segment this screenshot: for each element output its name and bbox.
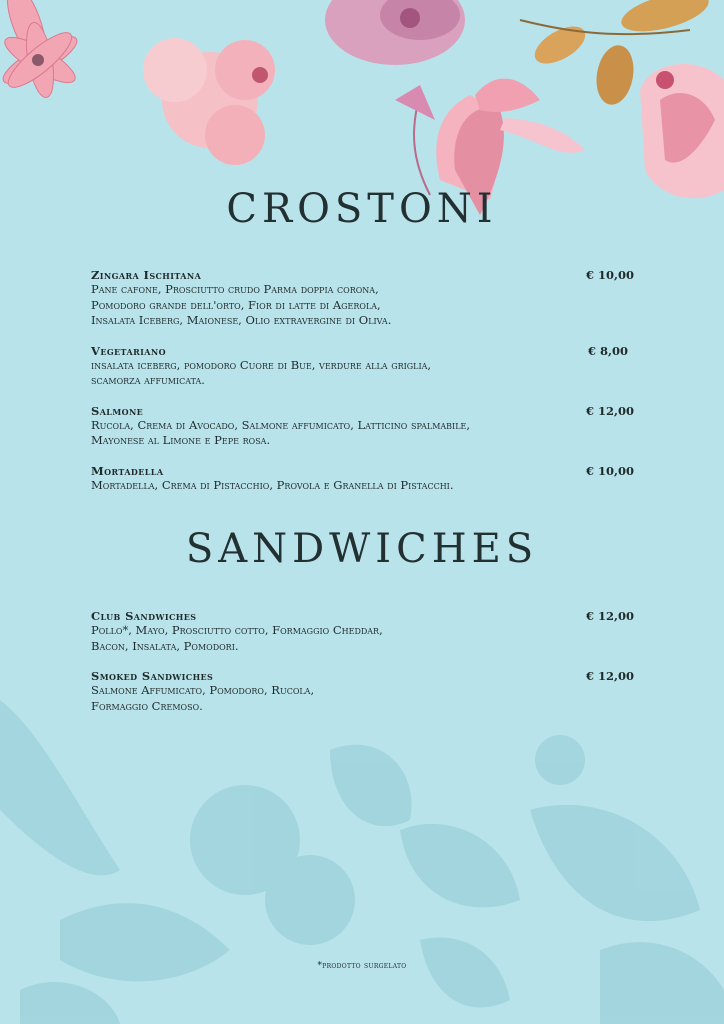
item-name: Mortadella (91, 463, 164, 478)
pink-lily-icon (0, 0, 82, 100)
menu-item (91, 404, 636, 449)
pink-tulip-right-icon (640, 64, 724, 198)
item-description: Rucola, Crema di Avocado, Salmone affumicato, Latticino spalmabile, Mayonese al Limone e Pepe rosa. (91, 417, 471, 447)
sandwiches-menu-list (91, 609, 636, 729)
item-name: Club Sandwiches (91, 609, 197, 623)
item-description: Mortadella, Crema di Pistacchio, Provola e Granella di Pistacchi. (91, 477, 454, 492)
item-name: Salmone (91, 403, 144, 418)
item-name: Smoked Sandwiches (91, 669, 214, 683)
menu-item (91, 268, 636, 329)
item-description: insalata iceberg, pomodoro Cuore di Bue, verdure alla griglia, scamorza affumicata. (91, 357, 432, 387)
menu-item (91, 464, 636, 494)
item-price: € 8,00 (587, 343, 628, 358)
item-description: Pane cafone, Prosciutto crudo Parma doppia corona, Pomodoro grande dell'orto, Fior di latte di Agerola, Insalata Iceberg, Maionese, Olio extravergine di Oliva. (91, 282, 392, 327)
section-title-crostoni: CROSTONI (226, 186, 498, 232)
pink-blossom-icon (143, 38, 275, 165)
item-name: Zingara Ischitana (91, 268, 202, 282)
footnote: *prodotto surgelato (317, 961, 407, 971)
item-price: € 12,00 (585, 609, 634, 623)
item-description: Salmone Affumicato, Pomodoro, Rucola, Formaggio Cremoso. (91, 683, 315, 713)
section-title-sandwiches: SANDWICHES (185, 526, 539, 572)
menu-item (91, 344, 636, 389)
floral-watermark-decoration (0, 690, 724, 1024)
crostoni-menu-list (91, 268, 636, 508)
item-price: € 12,00 (585, 403, 634, 418)
menu-item (91, 669, 636, 714)
item-name: Vegetariano (91, 343, 166, 358)
item-price: € 10,00 (585, 268, 634, 282)
item-price: € 10,00 (585, 463, 634, 478)
purple-flower-icon (325, 0, 465, 65)
item-price: € 12,00 (585, 669, 634, 683)
menu-item (91, 609, 636, 654)
item-description: Pollo*, Mayo, Prosciutto cotto, Formaggio Cheddar, Bacon, Insalata, Pomodori. (91, 623, 383, 653)
